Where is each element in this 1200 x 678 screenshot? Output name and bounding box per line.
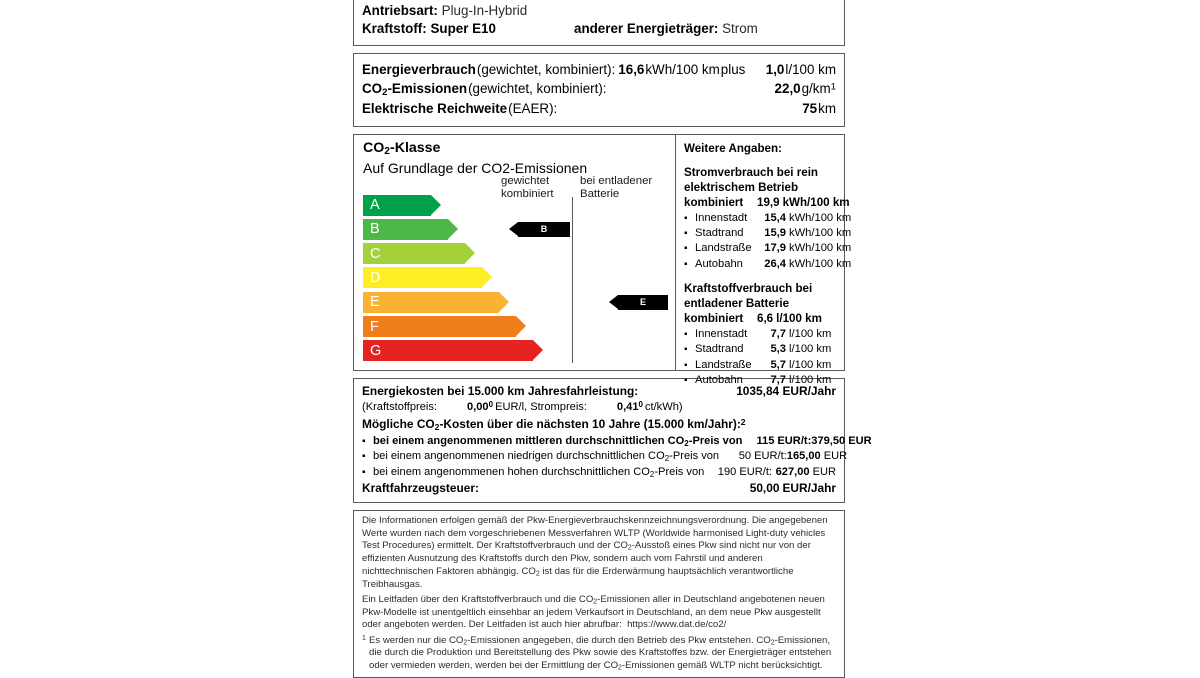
fuel-consumption-row: [684, 342, 839, 357]
marker-arrow-icon: [609, 295, 618, 309]
fuel-consumption-value: 5,3: [770, 343, 786, 356]
column-header-battery-line1: bei entladener: [580, 174, 653, 187]
co2-cost-price: 115: [756, 434, 775, 447]
electric-consumption-row: [684, 241, 852, 256]
column-header-weighted-line2: kombiniert: [501, 188, 554, 201]
co2-class-marker-battery: [618, 295, 668, 310]
bullet-icon: ▪: [684, 359, 688, 371]
fuel-consumption-value: 7,7: [770, 373, 786, 386]
co2-class-bar-letter: A: [370, 197, 380, 214]
co2-class-scale-area: [354, 135, 675, 370]
fuel-consumption-rows: [684, 327, 839, 388]
vehicle-tax-label: Kraftfahrzeugsteuer:: [362, 481, 479, 496]
costs-panel: [353, 378, 872, 503]
co2-cost-amount: 379,50: [811, 434, 846, 447]
fuel-consumption-name: Landstraße: [695, 358, 752, 371]
bullet-icon: ▪: [684, 344, 688, 356]
electric-consumption-name: Autobahn: [695, 257, 743, 270]
co2-class-bar-letter: E: [370, 294, 380, 311]
co2-class-bar-letter: D: [370, 269, 381, 286]
electric-consumption-rows: [684, 211, 852, 272]
consumption-panel: [353, 53, 845, 127]
co2-cost-row-list: [362, 434, 872, 481]
co2-cost-currency: EUR: [823, 450, 848, 463]
bullet-icon: ▪: [684, 329, 688, 341]
price-assumptions-row: [362, 399, 836, 416]
bullet-icon: ▪: [362, 451, 366, 463]
energy-cost-value: 1035,84 EUR/Jahr: [736, 383, 836, 398]
co2-class-bar-g: [363, 340, 533, 361]
drive-value: Plug-In-Hybrid: [441, 3, 528, 19]
co2-emissions-value: 22,0: [774, 80, 801, 96]
co2-class-bar-b: [363, 219, 548, 240]
fuel-consumption-name: Autobahn: [695, 373, 743, 386]
co2-class-bar-body: [363, 340, 533, 361]
vehicle-row-drive: [362, 2, 836, 20]
co2-emissions-row: [362, 79, 836, 100]
fuel-consumption-name: Stadtrand: [695, 343, 744, 356]
footnote-panel: [353, 510, 845, 678]
column-divider: [572, 197, 573, 363]
fuel-price-value: 0,00$^0$: [467, 400, 494, 414]
co2-class-panel: [353, 134, 852, 386]
energy-consumption-sublabel: (gewichtet, kombiniert):: [476, 61, 616, 77]
energy-cost-label: Energiekosten bei 15.000 km Jahresfahrleistung:: [362, 383, 639, 398]
bullet-icon: ▪: [684, 228, 688, 240]
bullet-icon: ▪: [362, 435, 366, 447]
vehicle-tax-unit: EUR/Jahr: [782, 481, 836, 496]
energy-fuel-unit: l/100 km: [785, 61, 836, 77]
energy-fuel-value: 1,0: [765, 61, 785, 77]
co2-cost-text: bei einem angenommenen mittleren durchschnittlichen $CO_2$-Preis von: [373, 434, 743, 448]
electric-consumption-title-line1: Stromverbrauch bei rein: [684, 165, 819, 179]
co2-cost-heading-text: Mögliche $CO_2$-Kosten über die nächsten 10 Jahre (15.000 km/Jahr):: [362, 416, 741, 432]
electric-combined-value: 19,9: [757, 196, 780, 210]
energy-consumption-label: Energieverbrauch: [362, 61, 476, 77]
co2-class-bar-body: [363, 292, 499, 313]
marker-letter: B: [540, 224, 548, 235]
electric-consumption-unit: kWh/100 km: [789, 242, 852, 255]
energy-consumption-unit: kWh/100 km: [645, 61, 720, 77]
electric-consumption-name: Stadtrand: [695, 227, 744, 240]
co2-cost-currency: EUR: [812, 465, 836, 478]
energy-consumption-value: 16,6: [618, 61, 645, 77]
co2-class-bar-a: [363, 195, 533, 216]
fuel-consumption-title-line1: Kraftstoffverbrauch bei: [684, 281, 813, 295]
further-info-panel: [675, 135, 852, 386]
bullet-icon: ▪: [684, 212, 688, 224]
co2-cost-price: 190: [717, 465, 737, 478]
co2-class-bar-letter: C: [370, 245, 381, 262]
fuel-label: Kraftstoff:: [362, 21, 427, 37]
co2-cost-per-unit: EUR/t:: [754, 450, 787, 463]
vehicle-tax-value: 50,00: [749, 481, 780, 496]
electric-range-label: Elektrische Reichweite: [362, 101, 508, 117]
co2-emissions-label: $CO_2$-Emissionen: [362, 80, 468, 98]
electric-range-row: [362, 99, 836, 118]
electric-consumption-unit: kWh/100 km: [789, 227, 852, 240]
co2-cost-row: [362, 449, 848, 465]
co2-class-bar-f: [363, 316, 533, 337]
bullet-icon: ▪: [684, 258, 688, 270]
electric-consumption-name: Landstraße: [695, 242, 752, 255]
marker-arrow-icon: [509, 222, 518, 236]
co2-class-bar-d: [363, 267, 533, 288]
footnote-note-1-marker: 1: [362, 634, 366, 642]
drive-label: Antriebsart:: [362, 3, 438, 19]
footnote-note-1: [362, 635, 836, 673]
electric-consumption-value: 17,9: [764, 242, 786, 255]
co2-cost-text: bei einem angenommenen hohen durchschnittlichen $CO_2$-Preis von: [373, 465, 705, 479]
electric-range-sublabel: (EAER):: [508, 101, 558, 117]
marker-body: [518, 222, 570, 237]
co2-cost-row: [362, 465, 836, 481]
energy-cost-row: [362, 383, 836, 400]
footnote-note-1-text: Es werden nur die $CO_2$-Emissionen angegeben, die durch den Betrieb des Pkw entstehen. $CO_2$-Emissionen, die durch die Produktion und Bereitstellung des Pkw sowie des Kraftstoffes bzw. der Energieträger entstehen oder vermieden werden, werden bei der Ermittlung der $CO_2$-Emissionen gemäß WLTP nicht berücksichtigt.: [369, 634, 832, 672]
electric-consumption-title-line2: elektrischem Betrieb: [684, 180, 799, 194]
co2-cost-per-unit: EUR/t:: [777, 434, 812, 447]
co2-emissions-unit: $g/km^1$: [801, 80, 836, 96]
fuel-consumption-title-line2: entladener Batterie: [684, 297, 790, 311]
electric-consumption-value: 15,9: [764, 227, 786, 240]
footnote-paragraph-1: Die Informationen erfolgen gemäß der Pkw-Energieverbrauchskennzeichnungsverordnung. Die angegebenen Werte wurden nach dem vorgeschriebenen Messverfahren WLTP (Worldwide harmonised Light-duty vehicles Test Procedures) ermittelt. Der Kraftstoffverbrauch und der $CO_2$-Ausstoß eines Pkw sind nicht nur von der effizienten Ausnutzung des Kraftstoffs durch den Pkw, sondern auch vom Fahrstil und anderen nichttechnischen Faktoren abhängig. $CO_2$ ist das für die Erderwärmung hauptsächlich verantwortliche Treibhausgas.: [362, 514, 828, 590]
electric-range-unit: km: [818, 101, 836, 117]
vehicle-info-panel: [353, 0, 845, 46]
electric-consumption-value: 26,4: [764, 257, 786, 270]
electric-combined-row: [684, 195, 850, 211]
co2-cost-amount: 627,00: [775, 465, 810, 478]
electric-consumption-unit: kWh/100 km: [789, 257, 852, 270]
co2-class-bar-body: [363, 267, 482, 288]
co2-cost-amount: 165,00: [786, 450, 821, 463]
electric-consumption-row: [684, 257, 852, 272]
bullet-icon: ▪: [362, 466, 366, 478]
co2-class-bar-letter: B: [370, 221, 380, 238]
co2-class-bar-body: [363, 195, 431, 216]
bullet-icon: ▪: [684, 374, 688, 386]
fuel-consumption-row: [684, 358, 839, 373]
fuel-combined-unit: l/100 km: [776, 312, 822, 326]
co2-cost-heading: Mögliche $CO_2$-Kosten über die nächsten 10 Jahre (15.000 km/Jahr):$^2$: [362, 416, 746, 432]
energy-consumption-plus: plus: [720, 61, 746, 77]
co2-emissions-sublabel: (gewichtet, kombiniert):: [468, 80, 607, 96]
footnote-guide-url[interactable]: https://www.dat.de/co2/: [627, 619, 727, 631]
electric-consumption-unit: kWh/100 km: [789, 211, 852, 224]
fuel-consumption-unit: l/100 km: [789, 358, 832, 371]
fuel-price-unit: EUR/l, Strompreis:: [495, 401, 587, 414]
electric-consumption-value: 15,4: [764, 211, 786, 224]
electric-consumption-row: [684, 226, 852, 241]
fuel-consumption-row: [684, 327, 839, 342]
electric-consumption-name: Innenstadt: [695, 211, 748, 224]
electric-combined-unit: kWh/100 km: [782, 196, 850, 210]
electric-range-value: 75: [802, 101, 818, 117]
co2-cost-text: bei einem angenommenen niedrigen durchschnittlichen $CO_2$-Preis von: [373, 450, 720, 463]
bullet-icon: ▪: [684, 243, 688, 255]
co2-class-bar-letter: G: [370, 342, 382, 359]
further-info-heading: Weitere Angaben:: [684, 141, 782, 155]
power-price-value: 0,41$^0$: [616, 400, 643, 414]
fuel-consumption-name: Innenstadt: [695, 328, 748, 341]
co2-cost-row: [362, 434, 872, 450]
other-energy-value: Strom: [722, 21, 758, 37]
electric-consumption-row: [684, 211, 852, 226]
fuel-value: Super E10: [430, 21, 496, 37]
fuel-consumption-unit: l/100 km: [789, 343, 832, 356]
power-price-unit: ct/kWh): [644, 401, 683, 414]
marker-letter: E: [639, 297, 646, 308]
co2-class-subtitle: Auf Grundlage der CO2-Emissionen: [363, 159, 588, 176]
footnote-paragraph-2-text: Ein Leitfaden über den Kraftstoffverbrauch und die $CO_2$-Emissionen aller in Deutschland angebotenen neuen Pkw-Modelle ist unentgeltlich einsehbar an jedem Verkaufsort in Deutschland, an dem neue Pkw ausgestellt oder angeboten werden. Der Leitfaden ist auch hier abrufbar:: [362, 593, 825, 631]
co2-class-bar-body: [363, 243, 465, 264]
co2-class-bar-body: [363, 316, 516, 337]
co2-cost-per-unit: EUR/t:: [739, 465, 772, 478]
fuel-combined-label: kombiniert: [684, 312, 744, 326]
co2-class-bar-e: [363, 292, 646, 313]
co2-class-bar-letter: F: [370, 318, 379, 335]
co2-class-bar-c: [363, 243, 533, 264]
marker-body: [618, 295, 668, 310]
co2-cost-price: 50: [738, 450, 752, 463]
co2-cost-currency: EUR: [848, 434, 872, 447]
fuel-consumption-value: 7,7: [770, 328, 786, 341]
column-header-weighted-line1: gewichtet: [501, 174, 550, 187]
fuel-consumption-unit: l/100 km: [789, 328, 832, 341]
co2-class-bar-body: [363, 219, 448, 240]
fuel-consumption-unit: l/100 km: [789, 373, 832, 386]
fuel-combined-row: [684, 311, 839, 327]
vehicle-row-fuel: [362, 20, 836, 38]
co2-class-bar-list: [363, 195, 646, 365]
other-energy-label: anderer Energieträger:: [574, 21, 719, 37]
fuel-price-label: (Kraftstoffpreis:: [362, 401, 438, 414]
column-header-battery: [580, 175, 652, 203]
fuel-consumption-value: 5,7: [770, 358, 786, 371]
co2-class-marker-weighted: [518, 222, 570, 237]
column-header-battery-line2: Batterie: [580, 188, 620, 201]
energy-consumption-row: [362, 60, 836, 79]
energy-label: [353, 0, 872, 672]
co2-class-title: $CO_2$-Klasse: [363, 139, 441, 157]
electric-combined-label: kombiniert: [684, 196, 744, 210]
vehicle-tax-row: [362, 480, 836, 497]
fuel-combined-value: 6,6: [757, 312, 774, 326]
